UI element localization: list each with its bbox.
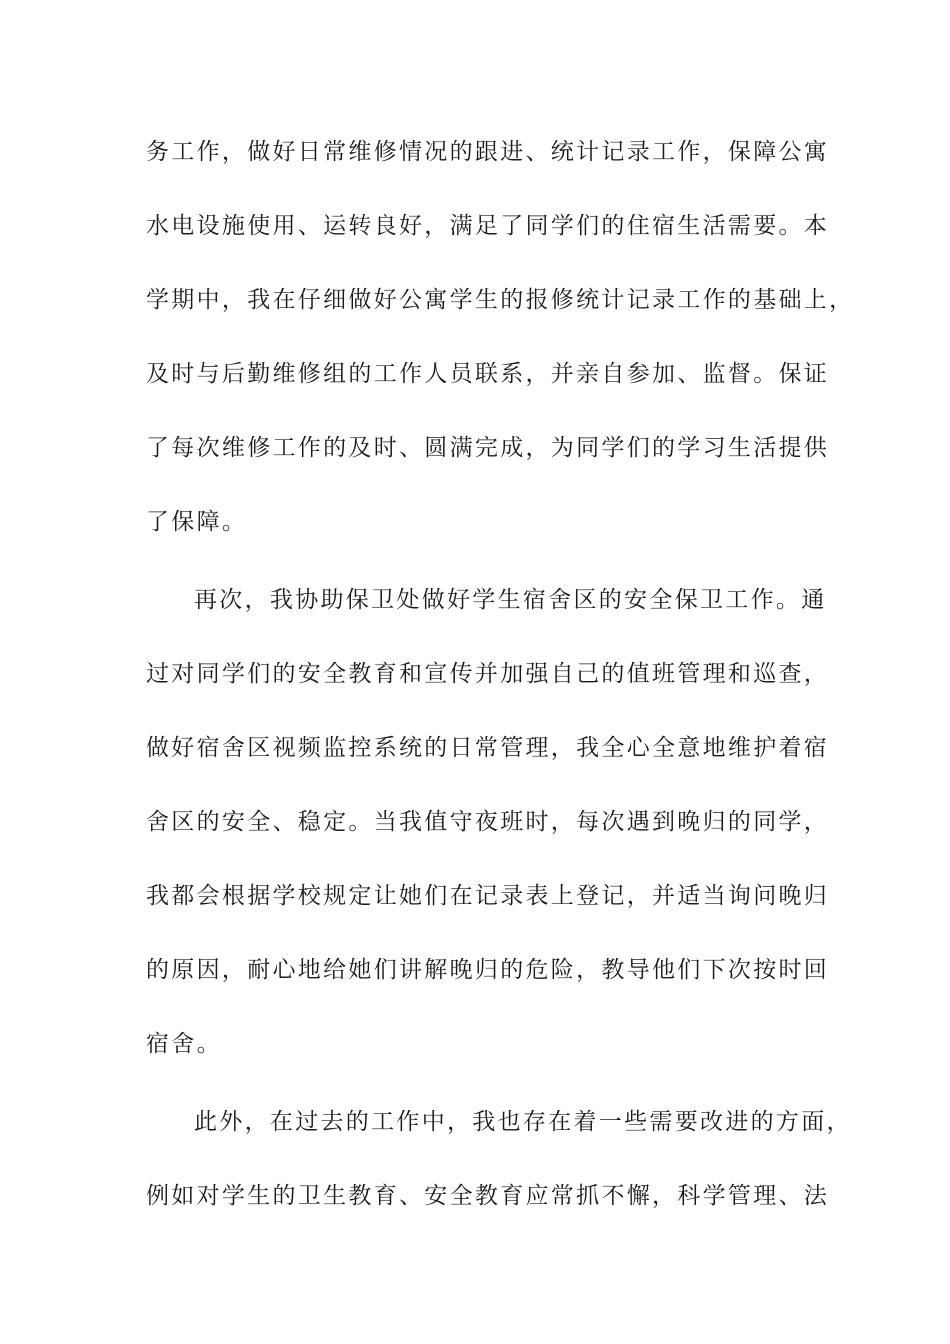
text-line: 了每次维修工作的及时、圆满完成，为同学们的学习生活提供 — [146, 435, 830, 461]
text-line: 我都会根据学校规定让她们在记录表上登记，并适当询问晚归 — [146, 883, 830, 909]
text-line: 舍区的安全、稳定。当我值守夜班时，每次遇到晚归的同学， — [146, 809, 830, 835]
text-line: 宿舍。 — [146, 1031, 222, 1057]
text-line: 例如对学生的卫生教育、安全教育应常抓不懈，科学管理、法 — [146, 1183, 830, 1209]
text-line: 了保障。 — [146, 509, 248, 535]
paragraph-first-line: 此外，在过去的工作中，我也存在着一些需要改进的方面， — [194, 1109, 852, 1135]
text-line: 及时与后勤维修组的工作人员联系，并亲自参加、监督。保证 — [146, 361, 830, 387]
text-line: 过对同学们的安全教育和宣传并加强自己的值班管理和巡查， — [146, 661, 830, 687]
text-line: 水电设施使用、运转良好，满足了同学们的住宿生活需要。本 — [146, 213, 830, 239]
text-line: 务工作，做好日常维修情况的跟进、统计记录工作，保障公寓 — [146, 139, 830, 165]
text-line: 的原因，耐心地给她们讲解晚归的危险，教导他们下次按时回 — [146, 957, 830, 983]
text-line: 做好宿舍区视频监控系统的日常管理，我全心全意地维护着宿 — [146, 735, 830, 761]
text-line: 学期中，我在仔细做好公寓学生的报修统计记录工作的基础上， — [146, 287, 855, 313]
paragraph-first-line: 再次，我协助保卫处做好学生宿舍区的安全保卫工作。通 — [194, 587, 827, 613]
